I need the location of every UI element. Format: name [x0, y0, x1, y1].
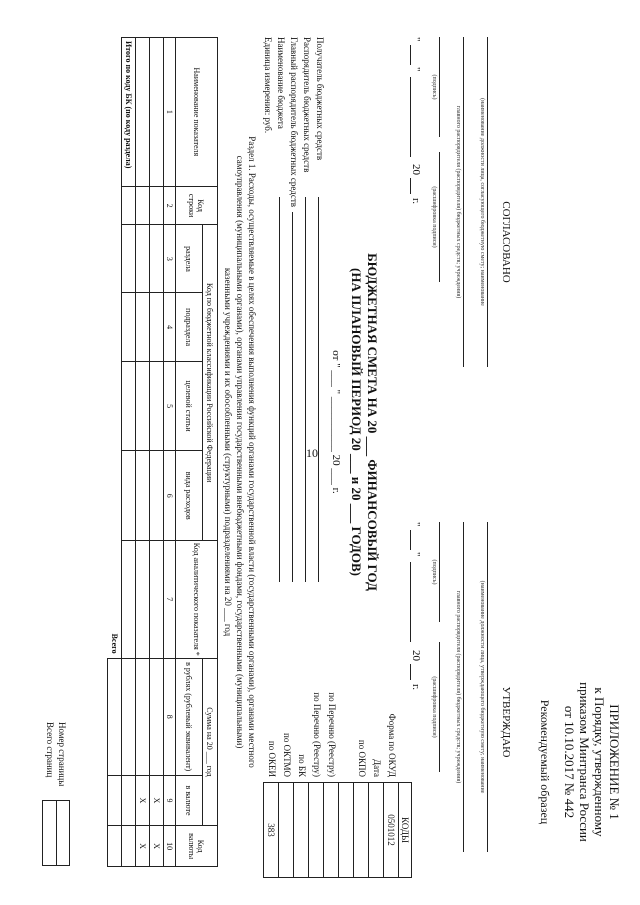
column-number: 4	[164, 293, 176, 361]
codes-value	[369, 783, 384, 878]
agree-caption-org: главного распорядителя (распорядителя) бюджетных средств; учреждения)	[455, 105, 461, 299]
codes-label: по ОКТМО	[282, 733, 292, 777]
x-cell: X	[136, 826, 150, 867]
page-counter-total-label: Всего страниц	[45, 722, 55, 778]
codes-row	[339, 783, 354, 878]
form-field-row	[317, 37, 330, 582]
codes-labels	[264, 582, 399, 777]
codes-value: 0501012	[384, 783, 399, 878]
x-cell: X	[150, 775, 164, 825]
form-field-label: Получатель бюджетных средств	[315, 37, 325, 161]
codes-value	[324, 783, 339, 878]
codes-label: Дата	[372, 759, 382, 777]
form-field-label: Распорядитель бюджетных средств	[302, 37, 312, 173]
appendix-line-3: приказом Минтранса России	[577, 682, 592, 842]
codes-row	[354, 783, 369, 878]
recommended-sample: Рекомендуемый образец	[538, 699, 552, 825]
codes-label: по ОКЕИ	[267, 740, 277, 777]
x-cell: X	[136, 775, 150, 825]
col-header-rub: в рублях (рублевый эквивалент)	[176, 658, 203, 775]
form-field-row	[304, 37, 317, 582]
expenses-table	[107, 37, 218, 867]
form-field-label: Единица измерения: руб.	[263, 37, 273, 134]
codes-label: по Перечню (Реестру)	[327, 692, 337, 777]
column-number: 1	[164, 38, 176, 187]
page-number: 10	[306, 446, 318, 460]
budget-estimate-sheet	[10, 22, 630, 882]
table-row	[136, 38, 150, 867]
vsego-row	[108, 38, 122, 867]
col-header-bk: Код по бюджетной классификации Российской Федерации	[203, 225, 218, 541]
agree-caption-sign: (подпись)	[431, 74, 437, 100]
page-counter-number-label: Номер страницы	[57, 722, 67, 787]
codes-label: по Перечню (Реестру)	[312, 692, 322, 777]
col-header-currency: в валюте	[176, 775, 203, 825]
approve-caption-decode: (расшифровка подписи)	[431, 676, 437, 738]
form-field-row	[278, 37, 291, 582]
codes-header: КОДЫ	[399, 783, 412, 878]
col-header-target: целевой статьи	[176, 361, 203, 451]
approve-year-prefix: 20	[410, 650, 422, 661]
codes-value	[309, 783, 324, 878]
vsego-label: Всего	[109, 633, 119, 654]
page-counter-box	[42, 800, 70, 866]
approve-caption-position: (наименование должности лица, утверждающего бюджетную смету; наименование	[479, 580, 485, 794]
section-1-line-1: Раздел 1. Расходы, осуществляемые в целях обеспечения выполнения функций органами государственной власти (государственными органами), органами местного	[247, 136, 257, 768]
agree-caption-decode: (расшифровка подписи)	[431, 186, 437, 248]
codes-value	[354, 783, 369, 878]
codes-value	[279, 783, 294, 878]
agree-year-prefix: 20	[410, 164, 422, 175]
column-number: 9	[164, 775, 176, 825]
codes-label: Форма по ОКУД	[387, 713, 397, 777]
form-field-underline[interactable]	[292, 212, 293, 582]
itogo-row	[122, 38, 136, 867]
column-number: 8	[164, 658, 176, 775]
codes-row	[369, 783, 384, 878]
heading-date: от " ___ " __________ 20 ___ г.	[330, 350, 342, 494]
agree-date-quote-close: "	[410, 67, 422, 72]
codes-label	[339, 582, 354, 777]
col-header-analytic: Код аналитического показателя *	[176, 541, 218, 659]
codes-row	[309, 783, 324, 878]
col-header-currency-code: Код валюты	[176, 826, 218, 867]
form-field-label: Наименование бюджета	[276, 37, 286, 129]
codes-label: по БК	[297, 754, 307, 777]
section-1-line-3: казенными учреждениями и их обособленными (структурными) подразделениями на 20 ___ год	[223, 267, 233, 637]
codes-row	[384, 783, 399, 878]
col-header-sum: Сумма на 20 ___ год	[203, 658, 218, 826]
column-number: 3	[164, 225, 176, 293]
agree-year-suffix: г.	[410, 198, 422, 205]
approve-caption-org: главного распорядителя (распорядителя) бюджетных средств; учреждения)	[455, 590, 461, 784]
table-row	[150, 38, 164, 867]
x-cell: X	[150, 826, 164, 867]
appendix-block	[538, 662, 622, 862]
form-field-row	[291, 37, 304, 582]
form-field-label: Главный распорядитель бюджетных средств	[289, 37, 299, 207]
codes-row	[324, 783, 339, 878]
column-number: 10	[164, 826, 176, 867]
approve-caption-sign: (подпись)	[431, 559, 437, 585]
appendix-line-4: от 10.10.2017 № 442	[562, 705, 577, 819]
appendix-title: ПРИЛОЖЕНИЕ № 1	[607, 704, 622, 820]
form-field-underline[interactable]	[279, 197, 280, 582]
col-header-razdel: раздела	[176, 225, 203, 293]
codes-row	[279, 783, 294, 878]
agree-date-quote-open: "	[410, 37, 422, 42]
codes-row	[264, 783, 279, 878]
col-header-podrazdel: подраздела	[176, 293, 203, 361]
form-field-underline[interactable]	[305, 197, 306, 582]
estimate-heading	[348, 222, 380, 622]
codes-value: 383	[264, 783, 279, 878]
column-numbers-row	[164, 38, 176, 867]
col-header-expense-type: вида расходов	[176, 451, 203, 541]
approve-year-suffix: г.	[410, 684, 422, 691]
approve-date-quote-open: "	[410, 522, 422, 527]
section-1-text	[222, 37, 258, 867]
form-fields	[265, 37, 330, 582]
heading-line-1: БЮДЖЕТНАЯ СМЕТА НА 20 ___ ФИНАНСОВЫЙ ГОД	[365, 253, 380, 591]
col-header-name: Наименование показателя	[176, 38, 218, 187]
section-1-line-2: самоуправления (муниципальными органами), органами управления государственными внебюджетными фондами, государственными (муниципальными)	[235, 155, 245, 749]
approve-date-quote-close: "	[410, 552, 422, 557]
codes-row	[294, 783, 309, 878]
column-number: 5	[164, 361, 176, 451]
approve-title: УТВЕРЖДАЮ	[500, 686, 512, 758]
itogo-label: Итого по коду БК (по коду раздела)	[122, 38, 136, 187]
column-number: 7	[164, 541, 176, 659]
agree-title: СОГЛАСОВАНО	[500, 201, 512, 283]
codes-label: по ОКПО	[357, 739, 367, 777]
form-field-row	[265, 37, 278, 582]
agree-caption-position: (наименование должности лица, согласующего бюджетную смету; наименование	[479, 98, 485, 306]
codes-box	[263, 782, 412, 878]
codes-value	[294, 783, 309, 878]
column-number: 6	[164, 451, 176, 541]
appendix-line-2: к Порядку, утвержденному	[592, 687, 607, 837]
col-header-line-code: Код строки	[176, 186, 218, 225]
form-field-underline[interactable]	[318, 197, 319, 582]
heading-line-2: (НА ПЛАНОВЫЙ ПЕРИОД 20 ___ и 20 ___ ГОДОВ)	[349, 268, 364, 576]
column-number: 2	[164, 186, 176, 225]
codes-value	[339, 783, 354, 878]
